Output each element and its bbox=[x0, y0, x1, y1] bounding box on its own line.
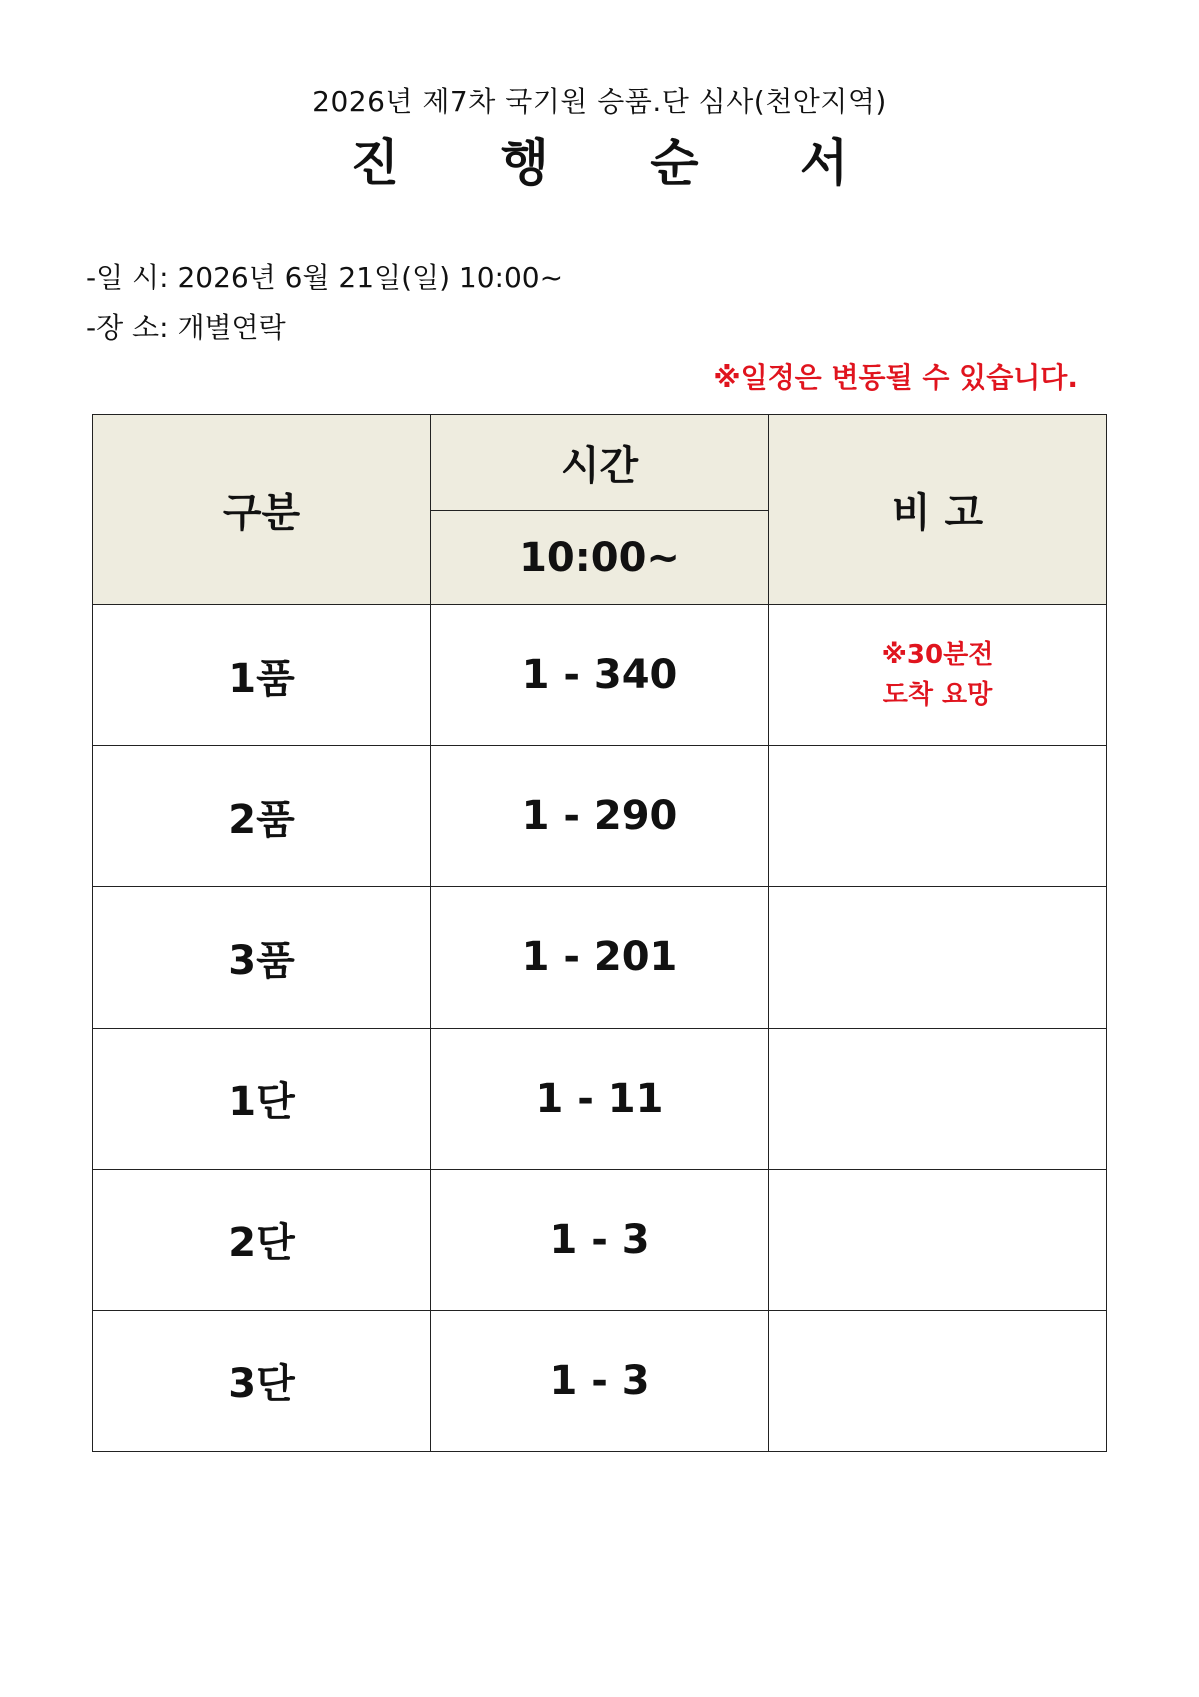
table-row bbox=[93, 1310, 1107, 1451]
info-date bbox=[86, 258, 563, 298]
document-main-title: 진 행 순 서 bbox=[350, 134, 891, 192]
row-remark bbox=[769, 1310, 1107, 1451]
row-category: 1품 bbox=[93, 605, 431, 746]
row-range: 1 - 3 bbox=[431, 1169, 769, 1310]
row-category: 3품 bbox=[93, 887, 431, 1028]
row-category: 3단 bbox=[93, 1310, 431, 1451]
row-remark bbox=[769, 746, 1107, 887]
info-date-label: -일 시: bbox=[86, 261, 169, 294]
document-header bbox=[0, 82, 1199, 198]
table-row bbox=[93, 887, 1107, 1028]
info-place-label: -장 소: bbox=[86, 311, 169, 344]
schedule-change-notice: ※일정은 변동될 수 있습니다. bbox=[713, 361, 1078, 394]
info-date-value: 2026년 6월 21일(일) 10:00~ bbox=[177, 261, 564, 294]
row-category: 2품 bbox=[93, 746, 431, 887]
row-range: 1 - 340 bbox=[431, 605, 769, 746]
row-remark bbox=[769, 1028, 1107, 1169]
info-place bbox=[86, 308, 286, 348]
row-remark bbox=[769, 887, 1107, 1028]
row-range: 1 - 11 bbox=[431, 1028, 769, 1169]
document-title: 2026년 제7차 국기원 승품.단 심사(천안지역) bbox=[312, 85, 887, 118]
row-range: 1 - 3 bbox=[431, 1310, 769, 1451]
header-remarks: 비 고 bbox=[769, 415, 1107, 605]
row-category: 1단 bbox=[93, 1028, 431, 1169]
table-row bbox=[93, 746, 1107, 887]
remark-line-1: ※30분전 bbox=[881, 640, 994, 671]
header-category: 구분 bbox=[93, 415, 431, 605]
row-remark bbox=[769, 1169, 1107, 1310]
table-row bbox=[93, 605, 1107, 746]
header-time: 시간 bbox=[431, 415, 769, 511]
row-remark bbox=[769, 605, 1107, 746]
header-time-start: 10:00~ bbox=[431, 511, 769, 605]
table-row bbox=[93, 1169, 1107, 1310]
remark-line-2: 도착 요망 bbox=[882, 680, 993, 711]
table-row bbox=[93, 1028, 1107, 1169]
schedule-table bbox=[92, 414, 1107, 1452]
row-range: 1 - 201 bbox=[431, 887, 769, 1028]
info-place-value: 개별연락 bbox=[177, 311, 286, 344]
row-range: 1 - 290 bbox=[431, 746, 769, 887]
row-category: 2단 bbox=[93, 1169, 431, 1310]
